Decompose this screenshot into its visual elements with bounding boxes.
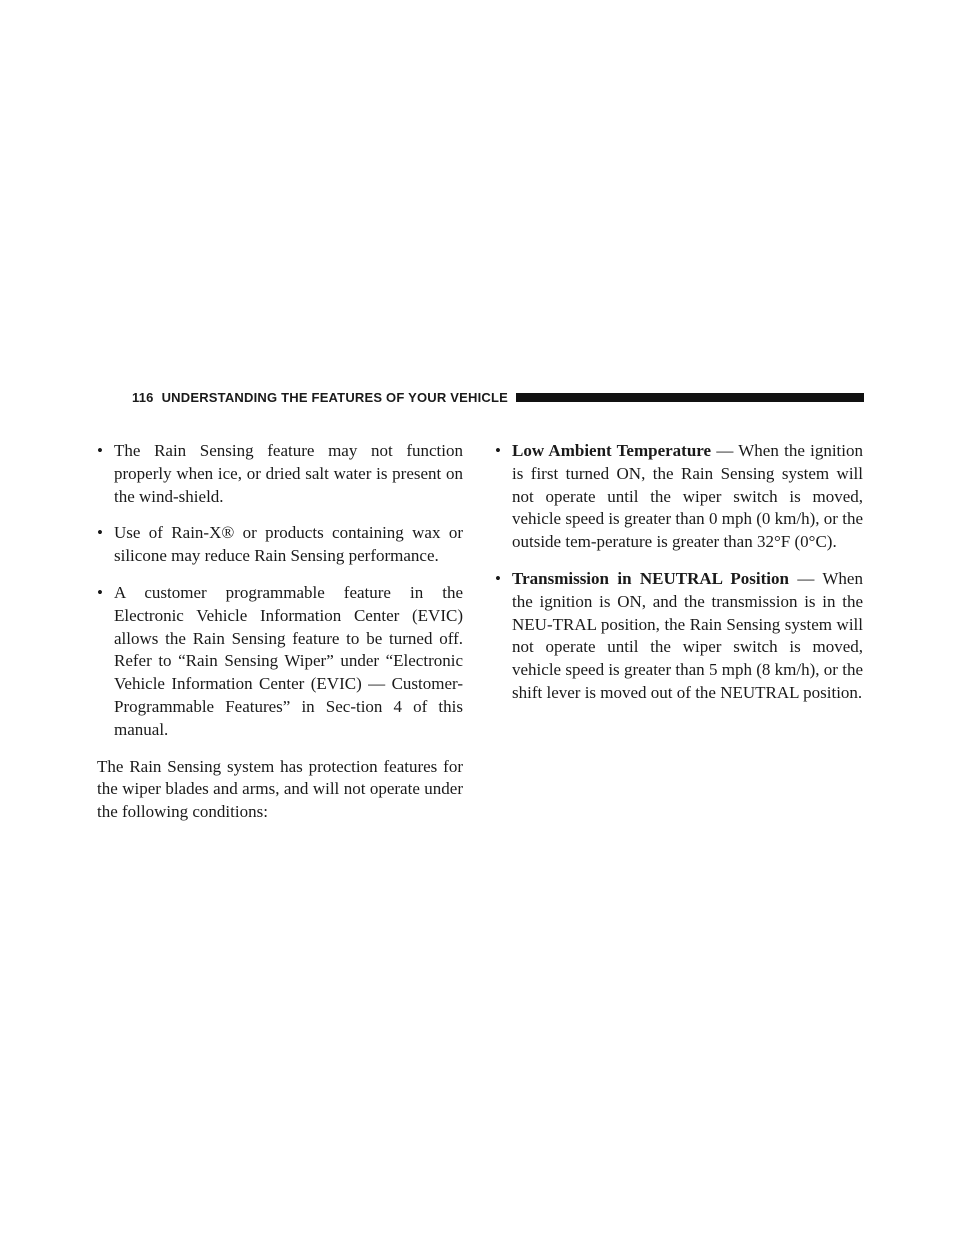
bullet-icon: • <box>495 441 501 460</box>
bullet-text <box>512 440 863 554</box>
bullet-text: The Rain Sensing feature may not function properly when ice, or dried salt water is present on the wind-shield. <box>114 441 463 506</box>
condition-term: Low Ambient Temperature <box>512 441 712 460</box>
list-item <box>97 582 463 742</box>
body-paragraph: The Rain Sensing system has protection features for the wiper blades and arms, and will not operate under the following conditions: <box>97 756 463 822</box>
list-item <box>495 440 863 554</box>
page-number: 116 <box>132 389 154 405</box>
bullet-icon: • <box>97 523 103 543</box>
bullet-icon: • <box>97 582 103 602</box>
list-item <box>97 522 463 568</box>
condition-description: — When the ignition is ON, and the transmission is in the NEU-TRAL position, the Rain Sensing system will not operate until the wiper switch is moved, vehicle speed is greater than 5 mph (8 km/h), or the shift lever is moved out of the NEUTRAL position. <box>512 568 863 702</box>
right-column <box>495 440 863 719</box>
left-column <box>97 440 463 841</box>
section-title: UNDERSTANDING THE FEATURES OF YOUR VEHICLE <box>161 389 508 405</box>
bullet-text: Use of Rain-X® or products containing wax or silicone may reduce Rain Sensing performance. <box>114 523 463 566</box>
header-rule <box>516 393 864 402</box>
condition-description: — When the ignition is first turned ON, the Rain Sensing system will not operate until the wiper switch is moved, vehicle speed is greater than 0 mph (0 km/h), or the outside tem-perature is greater than 32°F (0°C). <box>512 441 864 552</box>
bullet-icon: • <box>97 441 103 460</box>
condition-term: Transmission in NEUTRAL Position <box>512 568 789 588</box>
bullet-text <box>512 568 863 705</box>
bullet-icon: • <box>495 568 501 588</box>
bullet-text: A customer programmable feature in the Electronic Vehicle Information Center (EVIC) allows the Rain Sensing feature to be turned off. Refer to “Rain Sensing Wiper” under “Electronic Vehicle Information Center (EVIC) — Customer-Programmable Features” in Sec-tion 4 of this manual. <box>114 582 463 739</box>
list-item <box>495 568 863 705</box>
list-item <box>97 440 463 508</box>
page-header <box>132 388 864 406</box>
